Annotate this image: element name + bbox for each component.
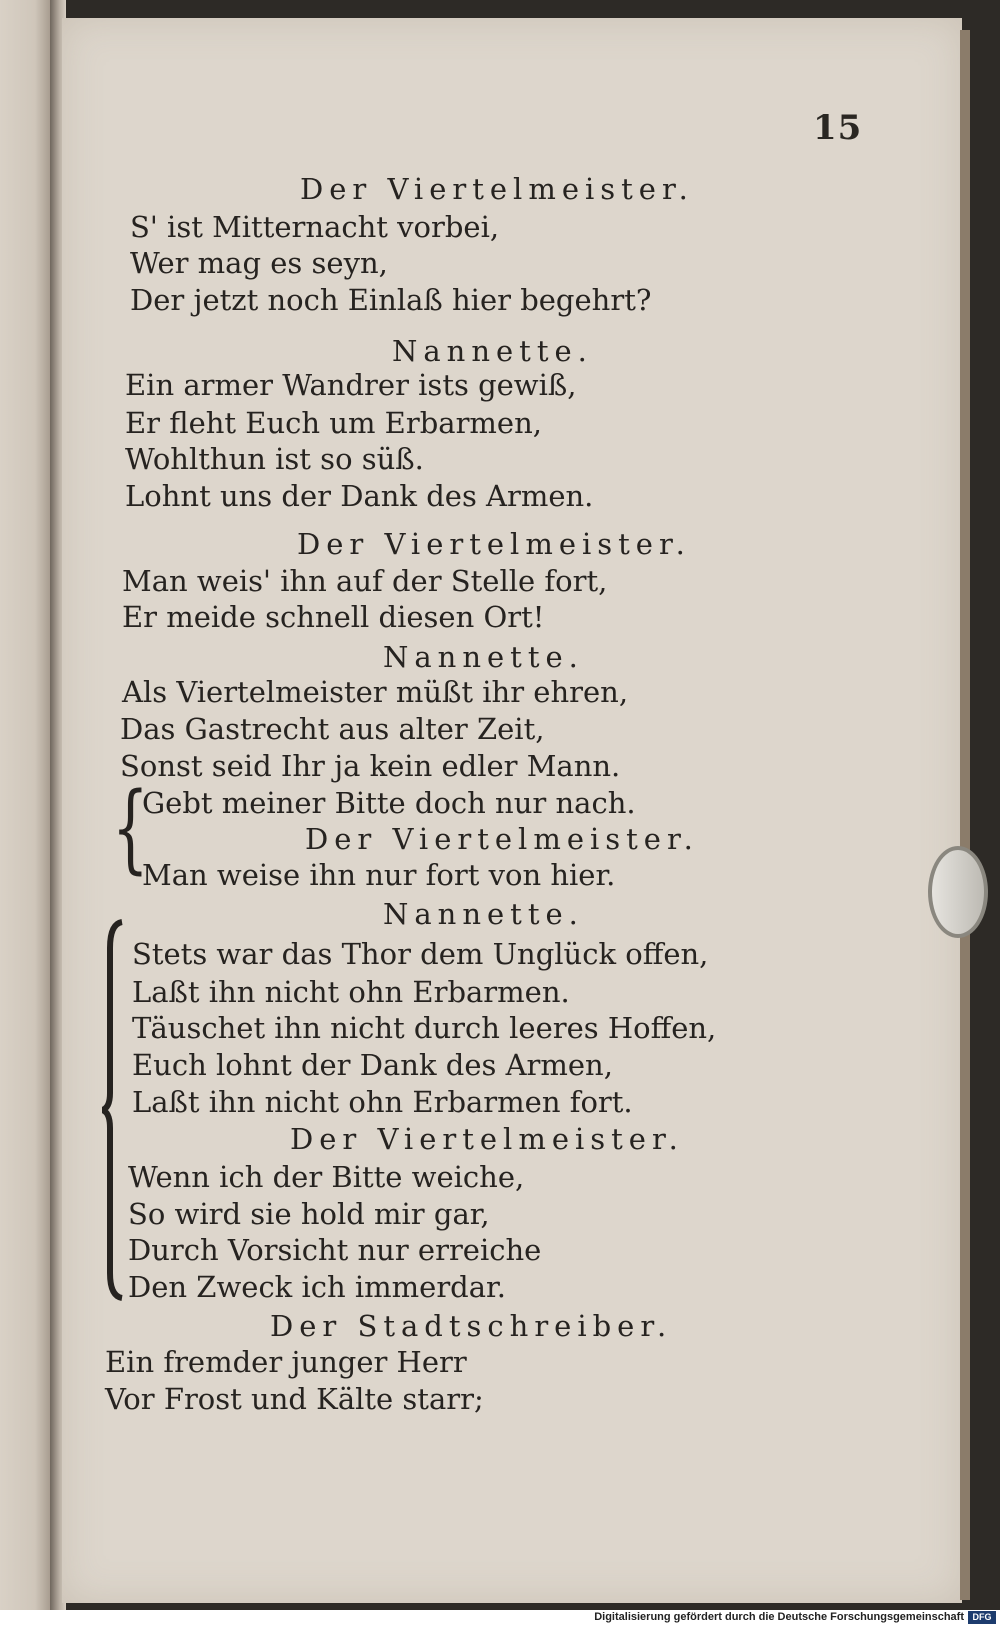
verse-line: Wohlthun ist so süß. bbox=[125, 442, 424, 476]
verse-line: Man weise ihn nur fort von hier. bbox=[142, 858, 616, 892]
speaker-heading: Nannette. bbox=[392, 334, 593, 368]
brace-symbol: { bbox=[112, 772, 149, 884]
speaker-heading: Der Viertelmeister. bbox=[300, 172, 694, 206]
verse-line: Der jetzt noch Einlaß hier begehrt? bbox=[130, 283, 652, 317]
footer-credit: Digitalisierung gefördert durch die Deutsche Forschungsgemeinschaft bbox=[594, 1611, 964, 1623]
verse-line: Den Zweck ich immerdar. bbox=[128, 1270, 506, 1304]
speaker-heading: Nannette. bbox=[383, 640, 584, 674]
verse-line: Das Gastrecht aus alter Zeit, bbox=[120, 712, 545, 746]
verse-line: Täuschet ihn nicht durch leeres Hoffen, bbox=[132, 1011, 717, 1045]
verse-line: Wer mag es seyn, bbox=[130, 246, 388, 280]
verse-line: Er meide schnell diesen Ort! bbox=[122, 600, 545, 634]
verse-line: Gebt meiner Bitte doch nur nach. bbox=[142, 786, 636, 820]
speaker-heading: Der Viertelmeister. bbox=[305, 822, 699, 856]
verse-line: Laßt ihn nicht ohn Erbarmen. bbox=[132, 975, 570, 1009]
verse-line: Durch Vorsicht nur erreiche bbox=[128, 1233, 542, 1267]
verse-line: Als Viertelmeister müßt ihr ehren, bbox=[122, 675, 629, 709]
speaker-heading: Der Stadtschreiber. bbox=[270, 1309, 673, 1343]
page-clip bbox=[928, 846, 988, 938]
verse-line: Vor Frost und Kälte starr; bbox=[105, 1382, 484, 1416]
verse-line: So wird sie hold mir gar, bbox=[128, 1197, 490, 1231]
verse-line: Lohnt uns der Dank des Armen. bbox=[125, 479, 594, 513]
verse-line: Wenn ich der Bitte weiche, bbox=[128, 1160, 525, 1194]
verse-line: Man weis' ihn auf der Stelle fort, bbox=[122, 564, 608, 598]
verse-line: Stets war das Thor dem Unglück offen, bbox=[132, 937, 709, 971]
speaker-heading: Der Viertelmeister. bbox=[297, 527, 691, 561]
adjacent-page-edge bbox=[0, 0, 50, 1610]
verse-line: Euch lohnt der Dank des Armen, bbox=[132, 1048, 613, 1082]
ensemble-bracket bbox=[102, 918, 116, 1300]
page-number: 15 bbox=[813, 108, 863, 148]
page-edge bbox=[960, 30, 970, 1600]
speaker-heading: Nannette. bbox=[383, 897, 584, 931]
verse-line: Laßt ihn nicht ohn Erbarmen fort. bbox=[132, 1085, 633, 1119]
verse-line: Ein armer Wandrer ists gewiß, bbox=[125, 368, 577, 402]
dfg-logo: DFG bbox=[968, 1611, 996, 1624]
verse-line: Ein fremder junger Herr bbox=[105, 1345, 467, 1379]
verse-line: Sonst seid Ihr ja kein edler Mann. bbox=[120, 749, 621, 783]
verse-line: S' ist Mitternacht vorbei, bbox=[130, 210, 500, 244]
verse-line: Er fleht Euch um Erbarmen, bbox=[125, 406, 542, 440]
speaker-heading: Der Viertelmeister. bbox=[290, 1122, 684, 1156]
